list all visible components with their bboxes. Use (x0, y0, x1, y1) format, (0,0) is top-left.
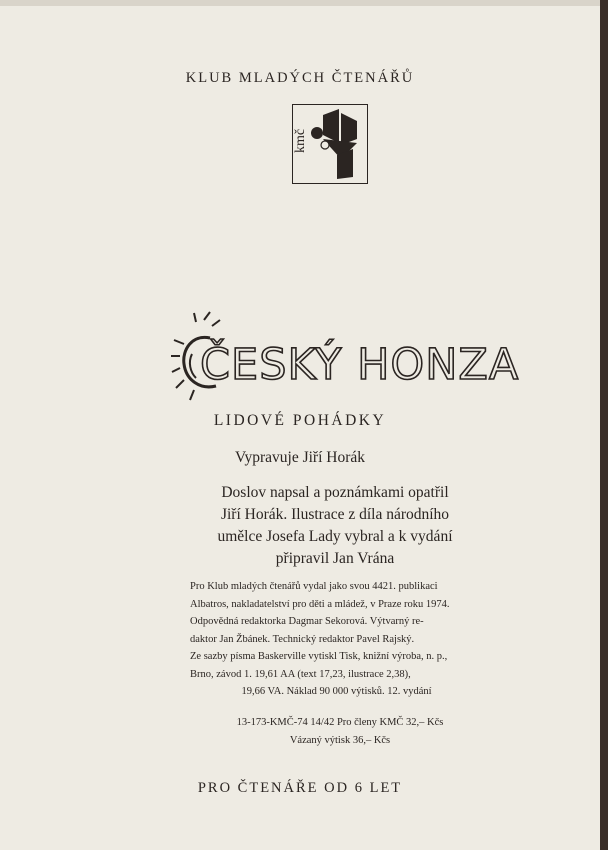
imprint-line: Albatros, nakladatelství pro děti a mládež, v Praze roku 1974. (190, 598, 450, 610)
credits-paragraph (190, 482, 480, 570)
imprint-line: Odpovědná redaktorka Dagmar Sekorová. Výtvarný re- (190, 616, 424, 627)
price-line: Vázaný výtisk 36,– Kčs (289, 735, 391, 746)
page-top-edge (0, 0, 600, 6)
imprint-line: 19,66 VA. Náklad 90 000 výtisků. 12. vydání (241, 686, 432, 697)
price-info (195, 714, 485, 750)
book-title: ČESKÝ HONZA (200, 340, 520, 390)
kmc-logo (292, 104, 368, 184)
subtitle: LIDOVÉ POHÁDKY (213, 412, 387, 429)
page-edge (600, 0, 608, 850)
credits-line: Jiří Horák. Ilustrace z díla národního (220, 506, 450, 523)
credits-line: připravil Jan Vrána (275, 550, 395, 567)
narrator-line: Vypravuje Jiří Horák (235, 449, 365, 466)
credits-line: umělce Josefa Lady vybral a k vydání (217, 528, 453, 545)
imprint-line: daktor Jan Žbánek. Technický redaktor Pavel Rajský. (190, 633, 415, 645)
imprint-line: Pro Klub mladých čtenářů vydal jako svou 4421. publikaci (190, 581, 438, 592)
age-recommendation: PRO ČTENÁŘE OD 6 LET (197, 780, 403, 796)
imprint-line: Brno, závod 1. 19,61 AA (text 17,23, ilustrace 2,38), (190, 668, 411, 680)
publisher-name: KLUB MLADÝCH ČTENÁŘŮ (185, 70, 415, 86)
price-line: 13-173-KMČ-74 14/42 Pro členy KMČ 32,– Kčs (236, 717, 444, 728)
imprint-line: Ze sazby písma Baskerville vytiskl Tisk, knižní výroba, n. p., (190, 651, 448, 662)
imprint-paragraph (190, 578, 483, 701)
credits-line: Doslov napsal a poznámkami opatřil (221, 484, 449, 501)
logo-text: kmč (293, 128, 309, 154)
title-block (170, 310, 520, 405)
